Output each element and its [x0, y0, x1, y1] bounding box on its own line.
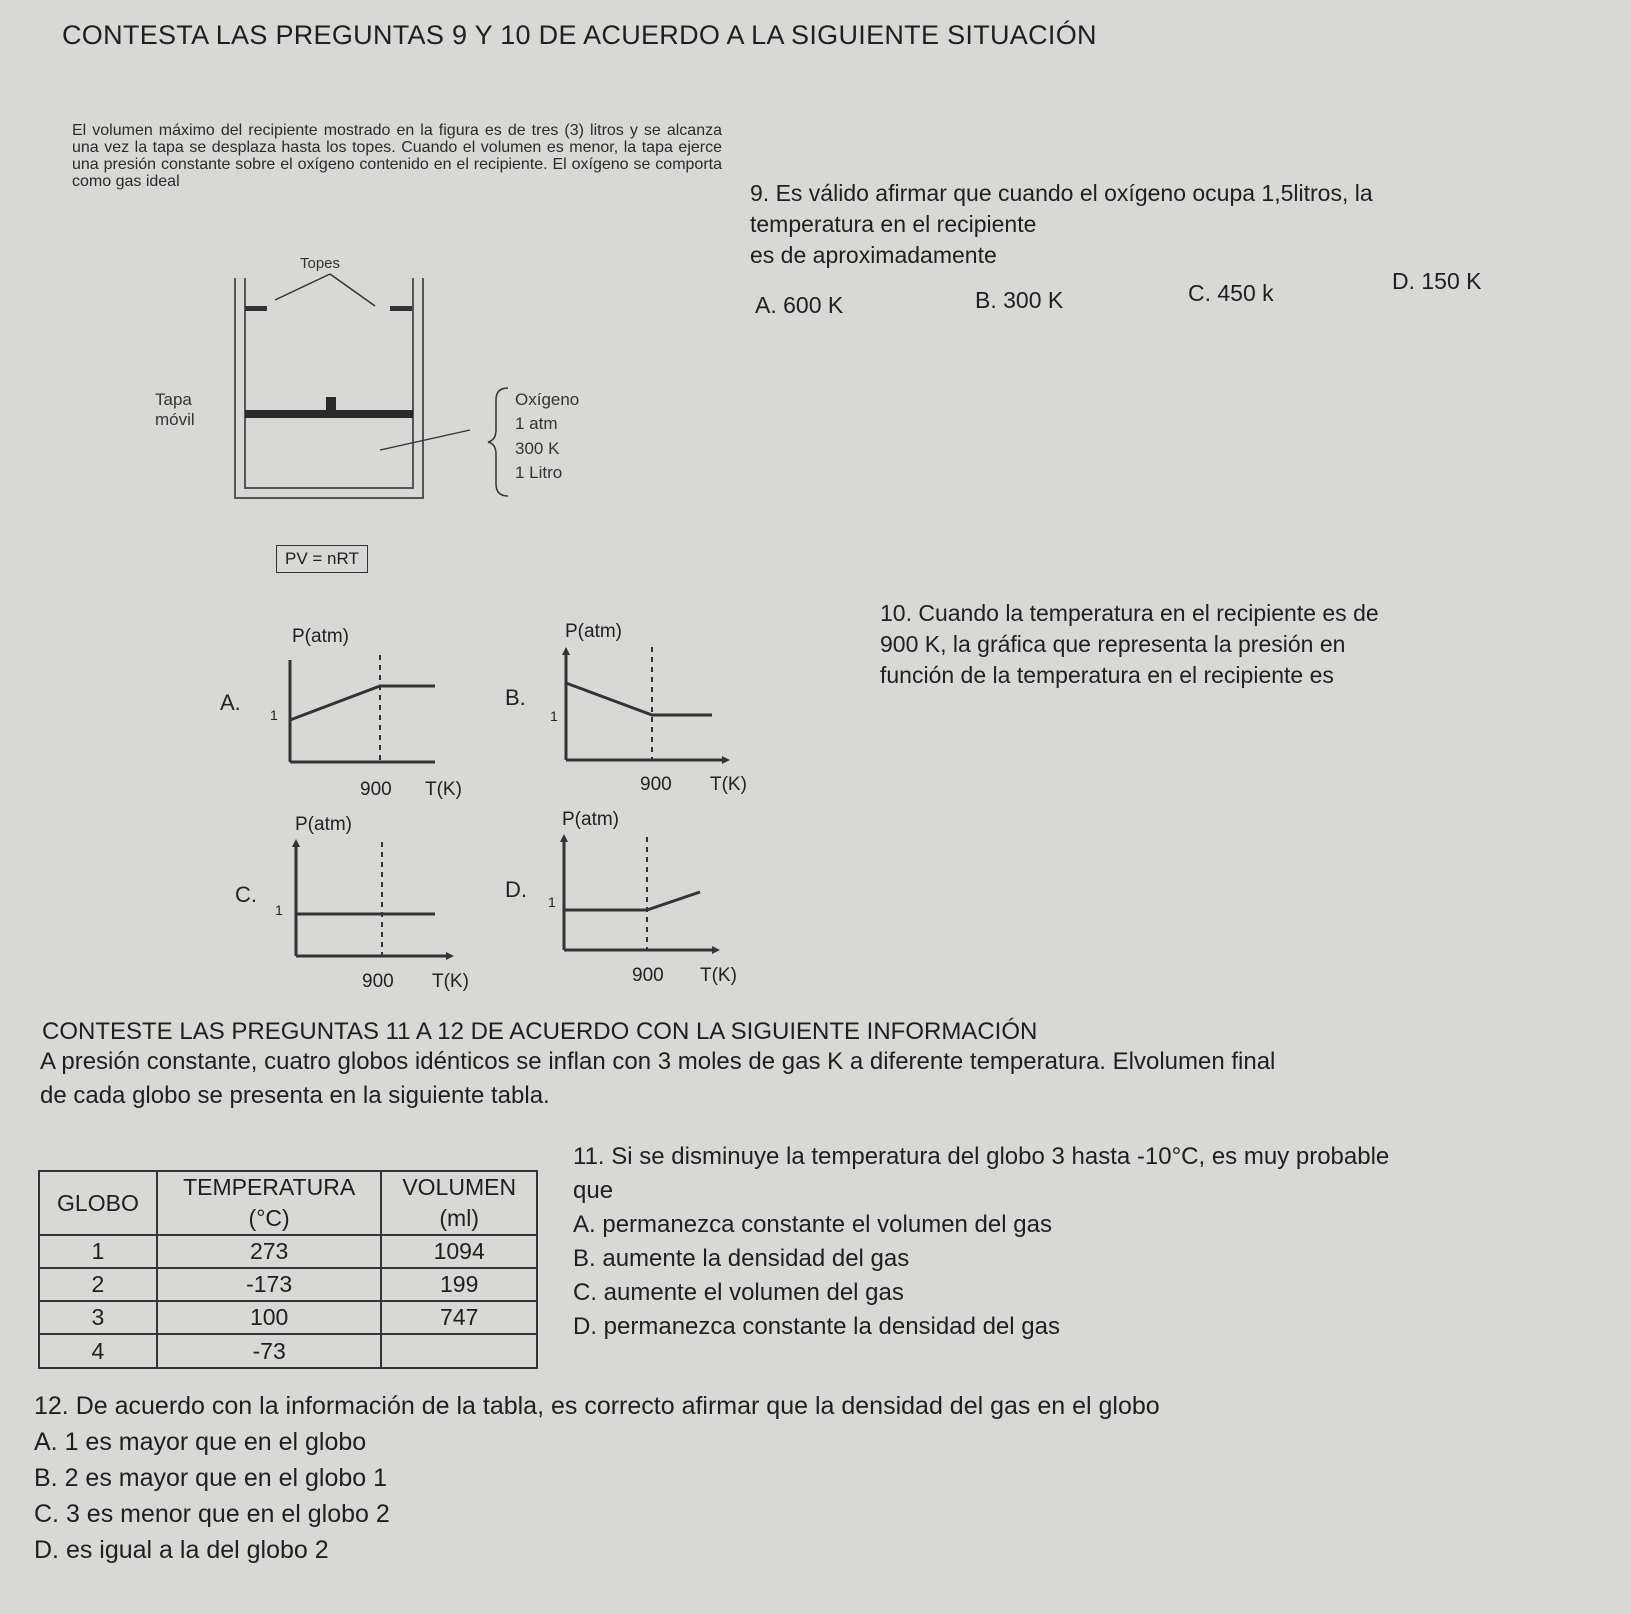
table-row	[39, 1268, 537, 1301]
q9-option-c[interactable]: C. 450 k	[1188, 280, 1274, 306]
q9-stem-line3: es de aproximadamente	[750, 242, 997, 268]
q12-option-d[interactable]: D. es igual a la del globo 2	[34, 1536, 329, 1564]
graph-a-xtick: 900	[360, 779, 392, 800]
cell: -73	[157, 1334, 382, 1368]
cell: 3	[39, 1301, 157, 1334]
topes-label: Topes	[300, 255, 341, 272]
q11-option-b[interactable]: B. aumente la densidad del gas	[573, 1245, 910, 1272]
graph-b-xlabel: T(K)	[710, 774, 747, 795]
graph-d[interactable]	[500, 805, 770, 995]
gas-label-1: 1 atm	[515, 414, 558, 433]
q10-stem-line1: 10. Cuando la temperatura en el recipiente es de	[880, 600, 1379, 626]
tapa-label-line1: Tapa	[155, 390, 192, 409]
graph-c-ylabel: P(atm)	[295, 814, 352, 835]
graph-d-curve	[564, 892, 700, 910]
right-stop	[390, 306, 412, 311]
cell: 199	[381, 1268, 537, 1301]
header-temp-unit: (°C)	[157, 1203, 382, 1235]
graph-b[interactable]	[500, 615, 770, 805]
header-temperatura: TEMPERATURA	[157, 1171, 382, 1203]
section1-heading: CONTESTA LAS PREGUNTAS 9 Y 10 DE ACUERDO A LA SIGUIENTE SITUACIÓN	[62, 20, 1097, 50]
header-globo: GLOBO	[39, 1171, 157, 1235]
graph-c-xlabel: T(K)	[432, 971, 469, 992]
q10-stem	[880, 598, 1379, 691]
gas-label-2: 300 K	[515, 439, 560, 458]
graph-a-curve	[290, 686, 435, 720]
q9-option-b[interactable]: B. 300 K	[975, 287, 1064, 313]
cell: 100	[157, 1301, 382, 1334]
cell: 2	[39, 1268, 157, 1301]
q9-option-d[interactable]: D. 150 K	[1392, 268, 1482, 294]
ideal-gas-formula: PV = nRT	[276, 545, 368, 573]
q12-option-a[interactable]: A. 1 es mayor que en el globo	[34, 1428, 367, 1456]
graph-b-xtick: 900	[640, 774, 672, 795]
tapa-label-line2: móvil	[155, 410, 195, 429]
table-row	[39, 1301, 537, 1334]
graph-a-ylabel: P(atm)	[292, 626, 349, 647]
intro-paragraph: El volumen máximo del recipiente mostrado en la figura es de tres (3) litros y se alcanza una vez la tapa se desplaza hasta los topes. Cuando el volumen es menor, la tapa ejerce una presión constante sobre el oxígeno contenido en el recipiente. El oxígeno se comporta como gas ideal	[72, 122, 722, 190]
graph-d-ylabel: P(atm)	[562, 809, 619, 830]
cell: -173	[157, 1268, 382, 1301]
q12-option-c[interactable]: C. 3 es menor que en el globo 2	[34, 1500, 390, 1528]
header-volumen: VOLUMEN	[381, 1171, 537, 1203]
table-header-row	[39, 1171, 537, 1203]
graph-d-xtick: 900	[632, 965, 664, 986]
q11	[573, 1140, 1389, 1344]
cell	[381, 1334, 537, 1368]
q10-stem-line3: función de la temperatura en el recipiente es	[880, 662, 1334, 688]
section2-info-line2: de cada globo se presenta en la siguiente tabla.	[40, 1082, 550, 1109]
cell: 273	[157, 1235, 382, 1268]
left-stop	[245, 306, 267, 311]
graph-a-xlabel: T(K)	[425, 779, 462, 800]
gas-label-0: Oxígeno	[515, 390, 580, 409]
cell: 747	[381, 1301, 537, 1334]
balloon-table	[38, 1170, 538, 1369]
graph-b-ytick: 1	[550, 708, 558, 724]
container-figure	[140, 250, 660, 530]
header-vol-unit: (ml)	[381, 1203, 537, 1235]
q11-stem-line2: que	[573, 1177, 614, 1204]
q11-option-d[interactable]: D. permanezca constante la densidad del gas	[573, 1313, 1060, 1340]
cell: 4	[39, 1334, 157, 1368]
q10-stem-line2: 900 K, la gráfica que representa la presión en	[880, 631, 1346, 657]
graph-d-xlabel: T(K)	[700, 965, 737, 986]
graph-b-curve	[566, 683, 712, 715]
graph-c-ytick: 1	[275, 902, 283, 918]
graph-b-letter: B.	[505, 685, 526, 710]
q9-stem	[750, 178, 1373, 271]
gas-label-3: 1 Litro	[515, 463, 563, 482]
q11-option-c[interactable]: C. aumente el volumen del gas	[573, 1279, 904, 1306]
table-row	[39, 1235, 537, 1268]
graph-a[interactable]	[220, 620, 480, 810]
cell: 1094	[381, 1235, 537, 1268]
graph-c-letter: C.	[235, 882, 257, 907]
q12	[34, 1388, 1160, 1568]
section2-info-line1: A presión constante, cuatro globos idénticos se inflan con 3 moles de gas K a diferente temperatura. Elvolumen final	[40, 1048, 1276, 1075]
section2-heading: CONTESTE LAS PREGUNTAS 11 A 12 DE ACUERDO CON LA SIGUIENTE INFORMACIÓN	[42, 1018, 1038, 1045]
graph-d-ytick: 1	[548, 894, 556, 910]
q12-stem: 12. De acuerdo con la información de la tabla, es correcto afirmar que la densidad del gas en el globo	[34, 1392, 1160, 1420]
graph-a-ytick: 1	[270, 707, 278, 723]
q9-option-a[interactable]: A. 600 K	[755, 292, 844, 318]
table-row	[39, 1334, 537, 1368]
q9-stem-line2: temperatura en el recipiente	[750, 211, 1037, 237]
section2-info	[40, 1045, 1600, 1113]
graph-c[interactable]	[230, 810, 490, 1000]
graph-b-ylabel: P(atm)	[565, 621, 622, 642]
q11-option-a[interactable]: A. permanezca constante el volumen del gas	[573, 1211, 1052, 1238]
graph-a-letter: A.	[220, 690, 241, 715]
cell: 1	[39, 1235, 157, 1268]
graph-d-letter: D.	[505, 877, 527, 902]
graph-c-xtick: 900	[362, 971, 394, 992]
q11-stem-line1: 11. Si se disminuye la temperatura del globo 3 hasta -10°C, es muy probable	[573, 1143, 1390, 1170]
q12-option-b[interactable]: B. 2 es mayor que en el globo 1	[34, 1464, 388, 1492]
movable-lid	[245, 410, 413, 418]
q9-stem-line1: 9. Es válido afirmar que cuando el oxígeno ocupa 1,5litros, la	[750, 180, 1373, 206]
